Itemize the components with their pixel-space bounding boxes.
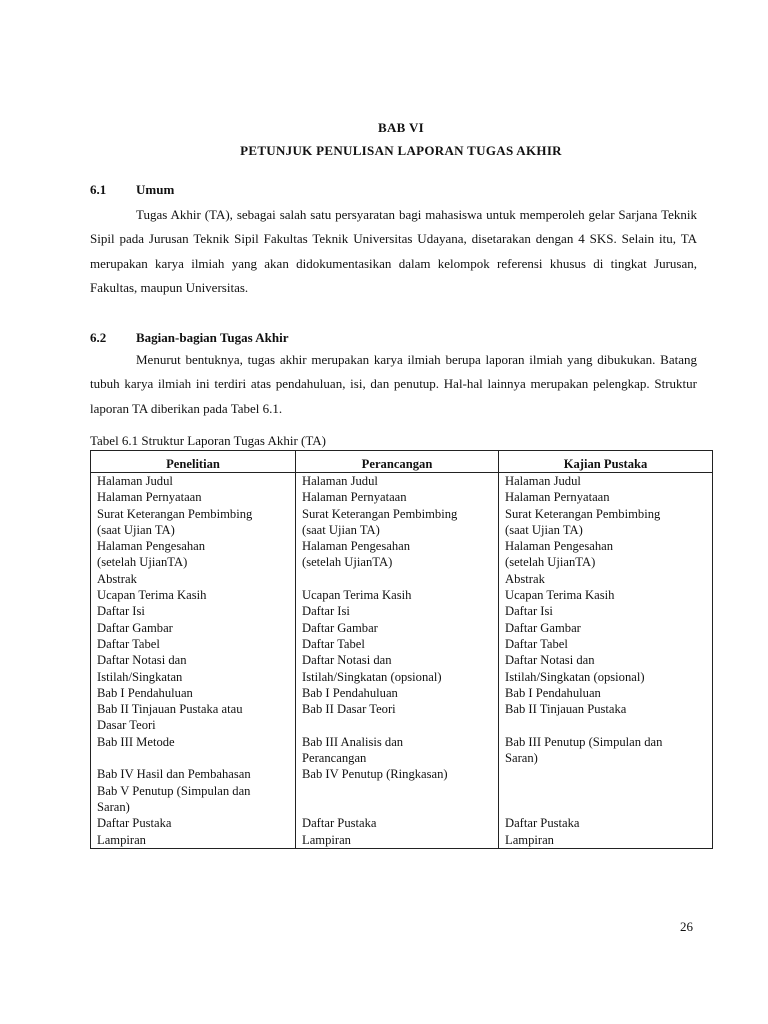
table-cell-line: Daftar Gambar bbox=[97, 620, 173, 635]
table-cell-line: Halaman Judul bbox=[505, 474, 581, 488]
table-cell-line: Bab III Analisis dan bbox=[302, 734, 404, 749]
table-cell-line: Ucapan Terima Kasih bbox=[97, 588, 207, 603]
table-caption: Tabel 6.1 Struktur Laporan Tugas Akhir (TA) bbox=[90, 433, 326, 448]
table-cell-line: Bab II Dasar Teori bbox=[302, 702, 396, 717]
section-title: Bagian-bagian Tugas Akhir bbox=[136, 330, 289, 345]
table-cell-line: (setelah UjianTA) bbox=[97, 555, 188, 570]
table-cell-line bbox=[302, 571, 494, 587]
table-cell-line: (saat Ujian TA) bbox=[505, 522, 583, 537]
chapter-number: BAB VI bbox=[378, 120, 424, 135]
table-cell-line: (saat Ujian TA) bbox=[302, 522, 380, 537]
table-cell-line: Bab II Tinjauan Pustaka atau bbox=[97, 702, 243, 717]
table-cell-line: Bab II Tinjauan Pustaka bbox=[505, 702, 627, 717]
table-cell-line: Bab I Pendahuluan bbox=[505, 685, 601, 700]
section-paragraph-bagian: Menurut bentuknya, tugas akhir merupakan karya ilmiah berupa laporan ilmiah yang dibukukan. Batang tubuh karya ilmiah ini terdiri atas pendahuluan, isi, dan penutup. Hal-hal lainnya merupakan pelengkap. Struktur laporan TA diberikan pada Tabel 6.1. bbox=[90, 352, 697, 416]
table-cell-line: Daftar Notasi dan bbox=[302, 653, 392, 668]
header-perancangan: Perancangan bbox=[296, 451, 499, 473]
table-cell-line: Surat Keterangan Pembimbing bbox=[302, 506, 458, 521]
table-cell-line: Surat Keterangan Pembimbing bbox=[97, 506, 253, 521]
table-cell-line bbox=[505, 783, 708, 799]
table-cell-line: Daftar Pustaka bbox=[97, 816, 172, 831]
table-cell-line bbox=[505, 717, 708, 733]
table-cell-line: Lampiran bbox=[97, 832, 146, 847]
table-cell-line: Dasar Teori bbox=[97, 718, 156, 733]
table-cell-line: Ucapan Terima Kasih bbox=[302, 588, 412, 603]
table-cell-line: Istilah/Singkatan (opsional) bbox=[505, 669, 645, 684]
table-cell-line: Daftar Tabel bbox=[302, 636, 365, 651]
table-cell-line: Halaman Pengesahan bbox=[505, 539, 614, 554]
table-cell-line: Abstrak bbox=[97, 571, 137, 586]
table-cell-line: Halaman Judul bbox=[97, 474, 173, 488]
column-kajian-pustaka bbox=[499, 473, 713, 849]
table-cell-line: Halaman Pengesahan bbox=[302, 539, 411, 554]
table-cell-line: Saran) bbox=[505, 751, 538, 766]
table-cell-line: Bab V Penutup (Simpulan dan bbox=[97, 783, 251, 798]
table-cell-line bbox=[302, 799, 494, 815]
table-cell-line: Halaman Pernyataan bbox=[97, 490, 202, 505]
table-cell-line: Daftar Pustaka bbox=[505, 816, 580, 831]
table-cell-line: Halaman Pernyataan bbox=[505, 490, 610, 505]
table-cell-line bbox=[505, 766, 708, 782]
table-cell-line bbox=[505, 799, 708, 815]
table-cell-line: Bab I Pendahuluan bbox=[302, 685, 398, 700]
table-cell-line: Surat Keterangan Pembimbing bbox=[505, 506, 661, 521]
table-cell-line bbox=[302, 783, 494, 799]
column-perancangan bbox=[296, 473, 499, 849]
table-cell-line: Bab III Metode bbox=[97, 734, 175, 749]
table-cell-line: Daftar Isi bbox=[505, 604, 553, 619]
section-heading-bagian bbox=[90, 330, 288, 346]
column-penelitian bbox=[91, 473, 296, 849]
table-cell-line: Abstrak bbox=[505, 571, 545, 586]
table-cell-line: Saran) bbox=[97, 799, 130, 814]
table-cell-line: Bab I Pendahuluan bbox=[97, 685, 193, 700]
table-cell-line: Lampiran bbox=[505, 832, 554, 847]
table-cell-line: Daftar Tabel bbox=[505, 636, 568, 651]
table-cell-line: Istilah/Singkatan bbox=[97, 669, 183, 684]
table-cell-line: (setelah UjianTA) bbox=[302, 555, 393, 570]
section-number: 6.1 bbox=[90, 182, 107, 197]
table-body-row bbox=[91, 473, 713, 849]
table-cell-line: Daftar Gambar bbox=[505, 620, 581, 635]
section-heading-umum bbox=[90, 182, 174, 198]
table-cell-line: Daftar Isi bbox=[302, 604, 350, 619]
table-cell-line: Daftar Notasi dan bbox=[97, 653, 187, 668]
table-cell-line: (saat Ujian TA) bbox=[97, 522, 175, 537]
section-number: 6.2 bbox=[90, 330, 107, 345]
structure-table bbox=[90, 450, 713, 849]
table-cell-line: Halaman Pernyataan bbox=[302, 490, 407, 505]
table-cell-line: Daftar Pustaka bbox=[302, 816, 377, 831]
table-cell-line: Daftar Isi bbox=[97, 604, 145, 619]
table-cell-line: Istilah/Singkatan (opsional) bbox=[302, 669, 442, 684]
table-cell-line: Halaman Judul bbox=[302, 474, 378, 488]
table-cell-line: Perancangan bbox=[302, 751, 367, 766]
header-penelitian: Penelitian bbox=[91, 451, 296, 473]
table-cell-line: Daftar Notasi dan bbox=[505, 653, 595, 668]
table-cell-line: Daftar Tabel bbox=[97, 636, 160, 651]
table-cell-line: Bab IV Hasil dan Pembahasan bbox=[97, 767, 251, 782]
table-cell-line: Daftar Gambar bbox=[302, 620, 378, 635]
header-kajian-pustaka: Kajian Pustaka bbox=[499, 451, 713, 473]
table-header-row bbox=[91, 451, 713, 473]
table-cell-line bbox=[97, 750, 291, 766]
table-cell-line: Ucapan Terima Kasih bbox=[505, 588, 615, 603]
chapter-title: PETUNJUK PENULISAN LAPORAN TUGAS AKHIR bbox=[240, 143, 562, 158]
section-paragraph-umum: Tugas Akhir (TA), sebagai salah satu persyaratan bagi mahasiswa untuk memperoleh gelar Sarjana Teknik Sipil pada Jurusan Teknik Sipil Fakultas Teknik Universitas Udayana, disetarakan dengan 4 SKS. Selain itu, TA merupakan karya ilmiah yang akan didokumentasikan dalam kelompok referensi khusus di tingkat Jurusan, Fakultas, maupun Universitas. bbox=[90, 207, 697, 295]
table-cell-line: (setelah UjianTA) bbox=[505, 555, 596, 570]
table-cell-line: Bab III Penutup (Simpulan dan bbox=[505, 734, 663, 749]
table-cell-line: Lampiran bbox=[302, 832, 351, 847]
table-cell-line: Bab IV Penutup (Ringkasan) bbox=[302, 767, 448, 782]
table-cell-line bbox=[302, 717, 494, 733]
section-title: Umum bbox=[136, 182, 175, 197]
table-cell-line: Halaman Pengesahan bbox=[97, 539, 206, 554]
page-number: 26 bbox=[680, 919, 693, 934]
